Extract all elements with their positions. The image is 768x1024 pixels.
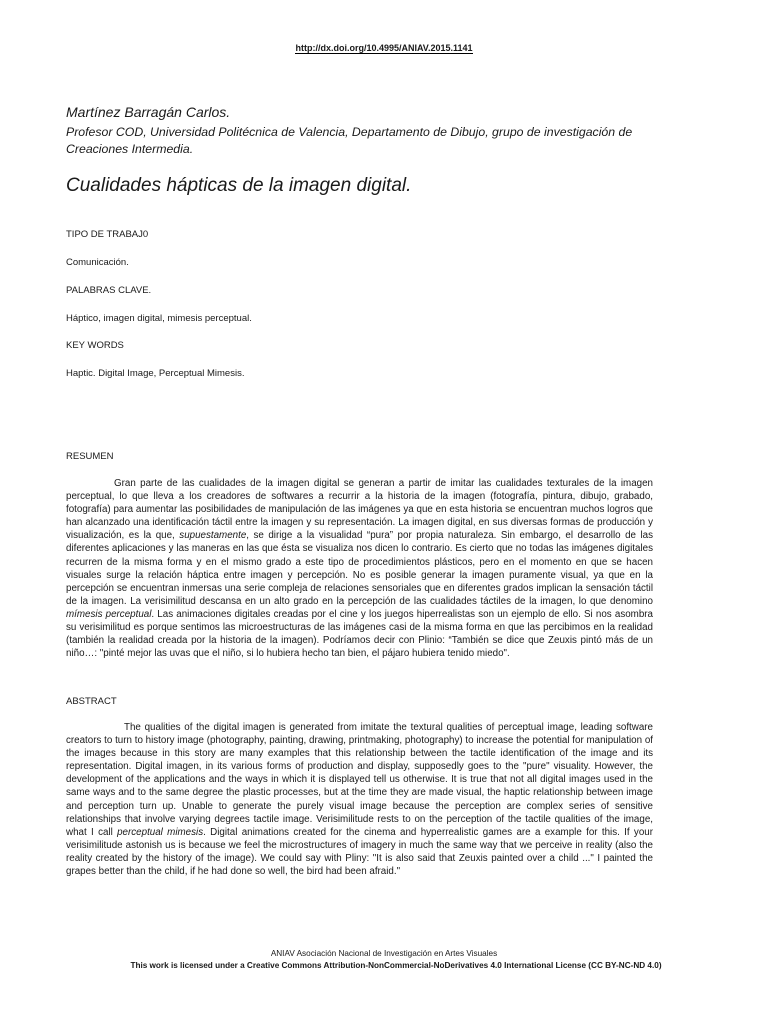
keywords-value: Haptic. Digital Image, Perceptual Mimesis. (66, 368, 245, 379)
paper-title: Cualidades hápticas de la imagen digital. (66, 175, 412, 196)
abstract-heading: ABSTRACT (66, 696, 117, 707)
palabras-clave-value: Háptico, imagen digital, mimesis perceptual. (66, 313, 252, 324)
tipo-label: TIPO DE TRABAJ0 (66, 229, 149, 240)
footer-association: ANIAV Asociación Nacional de Investigación en Artes Visuales (270, 949, 498, 958)
doi-header (0, 43, 768, 53)
abstract-body: The qualities of the digital imagen is generated from imitate the textural qualities of perceptual image, leading software creators to turn to history image (photography, painting, drawing, printmaking, photography) to increase the potential for manipulation of the images because in this story are many examples that this relationship between the tactile identification of the image and its representation. Digital imagen, in its various forms of production and display, supposedly goes to the "pure" visuality. However, the development of the applications and the ways in which it is displayed tell us otherwise. It is true that not all digital images used in the same ways and to the same degree the plastic processes, but at the time they are made visual, the haptic relationship between image and perception turn up. Unable to generate the purely visual image because the perception are complex series of sensitive relationships that involve varying degrees tactile image. Verisimilitude rests to on the perception of the tactile qualities of the image, what I call perceptual mimesis. Digital animations created for the cinema and hyperrealistic games are a example for this. If your verisimilitude astonish us is because we feel the microstructures of imagery in much the same way that we perceive in reality (also the reality created by the history of the image). We could say with Pliny: "It is also said that Zeuxis painted over a child ..." I painted the grapes better than the child, if he had done so well, the bird had been afraid." (66, 722, 653, 878)
footer-license: This work is licensed under a Creative Commons Attribution-NonCommercial-NoDerivatives 4.0 International License (CC BY-NC-ND 4.0) (130, 961, 662, 970)
resumen-heading: RESUMEN (66, 451, 114, 462)
tipo-value: Comunicación. (66, 257, 129, 268)
palabras-clave-label: PALABRAS CLAVE. (66, 285, 152, 296)
resumen-body: Gran parte de las cualidades de la imagen digital se generan a partir de imitar las cualidades texturales de la imagen perceptual, lo que lleva a los creadores de softwares a recurrir a la historia de la imagen (fotografía, pintura, dibujo, grabado, fotografía) para aumentar las posibilidades de manipulación de las imágenes ya que en esta historia se encuentran muchos logros que han alcanzado una identificación táctil entre la imagen y su representación. La imagen digital, en sus diversas formas de producción y visualización, es la que, supuestamente, se dirige a la visualidad “pura” por propia naturaleza. Sin embargo, el desarrollo de las diferentes aplicaciones y las maneras en las que ésta se visualiza nos dicen lo contrario. Es cierto que no todas las imágenes digitales recurren de la misma forma y en el mismo grado a este tipo de procedimientos plásticos, pero en el momento en que se hacen visuales surge la relación háptica entre imagen y percepción. No es posible generar la imagen puramente visual, ya que en la percepción se encuentran inmersas una serie compleja de relaciones sensoriales que en diferentes grados implican la sensación táctil de la imagen. La verisimilitud descansa en un alto grado en la percepción de las cualidades táctiles de la imagen, lo que denomino mímesis perceptual. Las animaciones digitales creadas por el cine y los juegos hiperrealistas son un ejemplo de ello. Si nos asombra su verisimilitud es porque sentimos las microestructuras de las imágenes casi de la misma forma en que las percibimos en la realidad (también la realidad creada por la historia de la imagen). Podríamos decir con Plinio: “También se dice que Zeuxis pintó más de un niño…: "pinté mejor las uvas que el niño, si lo hubiera hecho tan bien, el pájaro hubiera tenido miedo". (66, 478, 653, 660)
author-affiliation: Profesor COD, Universidad Politécnica de Valencia, Departamento de Dibujo, grupo de investigación de Creaciones Intermedia. (66, 125, 633, 156)
doi-link[interactable]: http://dx.doi.org/10.4995/ANIAV.2015.1141 (295, 43, 473, 53)
author-name: Martínez Barragán Carlos. (66, 104, 231, 120)
keywords-label: KEY WORDS (66, 340, 124, 351)
